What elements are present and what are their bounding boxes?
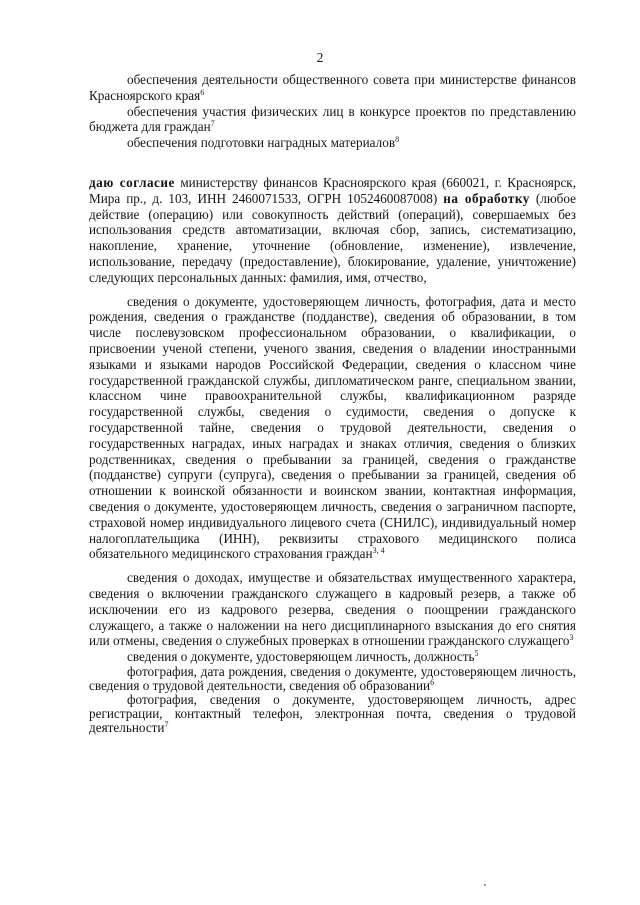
purpose-item: обеспечения подготовки наградных материалов$^8$ [127, 135, 400, 151]
footnote-ref: 7 [210, 119, 215, 129]
data-item: сведения о доходах, имуществе и обязательствах имущественного характера, сведения о включении гражданского служащего в кадровый резерв, а также об исключении его из кадрового резерва, сведения о поощрении гражданского служащего, а также о наложении на него дисциплинарного взыскания до его снятия или отмены, сведения о служебных проверках в отношении гражданского служащего$^3$ [89, 570, 576, 649]
purpose-list [89, 72, 576, 734]
processing-keyword: на обработку [443, 190, 530, 206]
purpose-item: обеспечения участия физических лиц в конкурсе проектов по представлению бюджета для граждан$^7$ [89, 103, 576, 135]
data-item: фотография, сведения о документе, удостоверяющем личность, адрес регистрации, контактный телефон, электронная почта, сведения о трудовой деятельности$^7$ [89, 691, 576, 735]
data-item: сведения о документе, удостоверяющем личность, фотография, дата и место рождения, сведения о гражданстве (подданстве), сведения об образовании, в том числе послевузовском профессиональном образовании, о квалификации, о присвоении ученой степени, ученого звания, сведения о владении иностранными языками и языками народов Российской Федерации, сведения о классном чине государственной гражданской службы, дипломатическом ранге, специальном звании, классном чине правоохранительной службы, квалификационном разряде государственной службы, сведения о судимости, сведения о допуске к государственной тайне, сведения о трудовой деятельности, сведения о государственных наградах, иных наградах и знаках отличия, сведения о близких родственниках, сведения о пребывании за границей, сведения о гражданстве (подданстве) супруги (супруга), сведения о пребывании за границей, сведения об отношении к воинской обязанности и воинском звании, контактная информация, сведения о документе, удостоверяющем личность, сведения о заграничном паспорте, страховой номер индивидуального лицевого счета (СНИЛС), индивидуальный номер налогоплательщика (ИНН), реквизиты страхового медицинского полиса обязательного медицинского страхования граждан$^{3, 4}$ [89, 293, 576, 562]
footnote-ref: 6 [200, 87, 205, 97]
data-item: сведения о документе, удостоверяющем личность, должность$^5$ [127, 649, 479, 665]
consent-paragraph: даю согласие министерству финансов Красноярского края (660021, г. Красноярск, Мира пр., д. 103, ИНН 2460071533, ОГРН 1052460087008) на обработку (любое действие (операцию) или совокупность действий (операций), совершаемых без использования средств автоматизации, включая сбор, запись, систематизацию, накопление, хранение, уточнение (обновление, изменение), извлечение, использование, передачу (предоставление), блокирование, удаление, уничтожение) следующих персональных данных: фамилия, имя, отчество, [89, 174, 576, 285]
footnote-ref: 8 [395, 135, 400, 145]
footnote-ref: 3, 4 [372, 546, 385, 556]
consent-keyword: даю согласие [89, 174, 175, 190]
purpose-item: обеспечения деятельности общественного совета при министерстве финансов Красноярского края$^6$ [89, 72, 576, 103]
footnote-ref: 3 [569, 633, 574, 643]
footnote-ref: 6 [430, 677, 435, 687]
footnote-ref: 7 [164, 719, 169, 729]
data-item: фотография, дата рождения, сведения о документе, удостоверяющем личность, сведения о трудовой деятельности, сведения об образовании$^6$ [89, 663, 576, 693]
page-number: 2 [316, 50, 324, 65]
footnote-ref: 5 [474, 649, 479, 659]
scan-speck [484, 884, 486, 886]
